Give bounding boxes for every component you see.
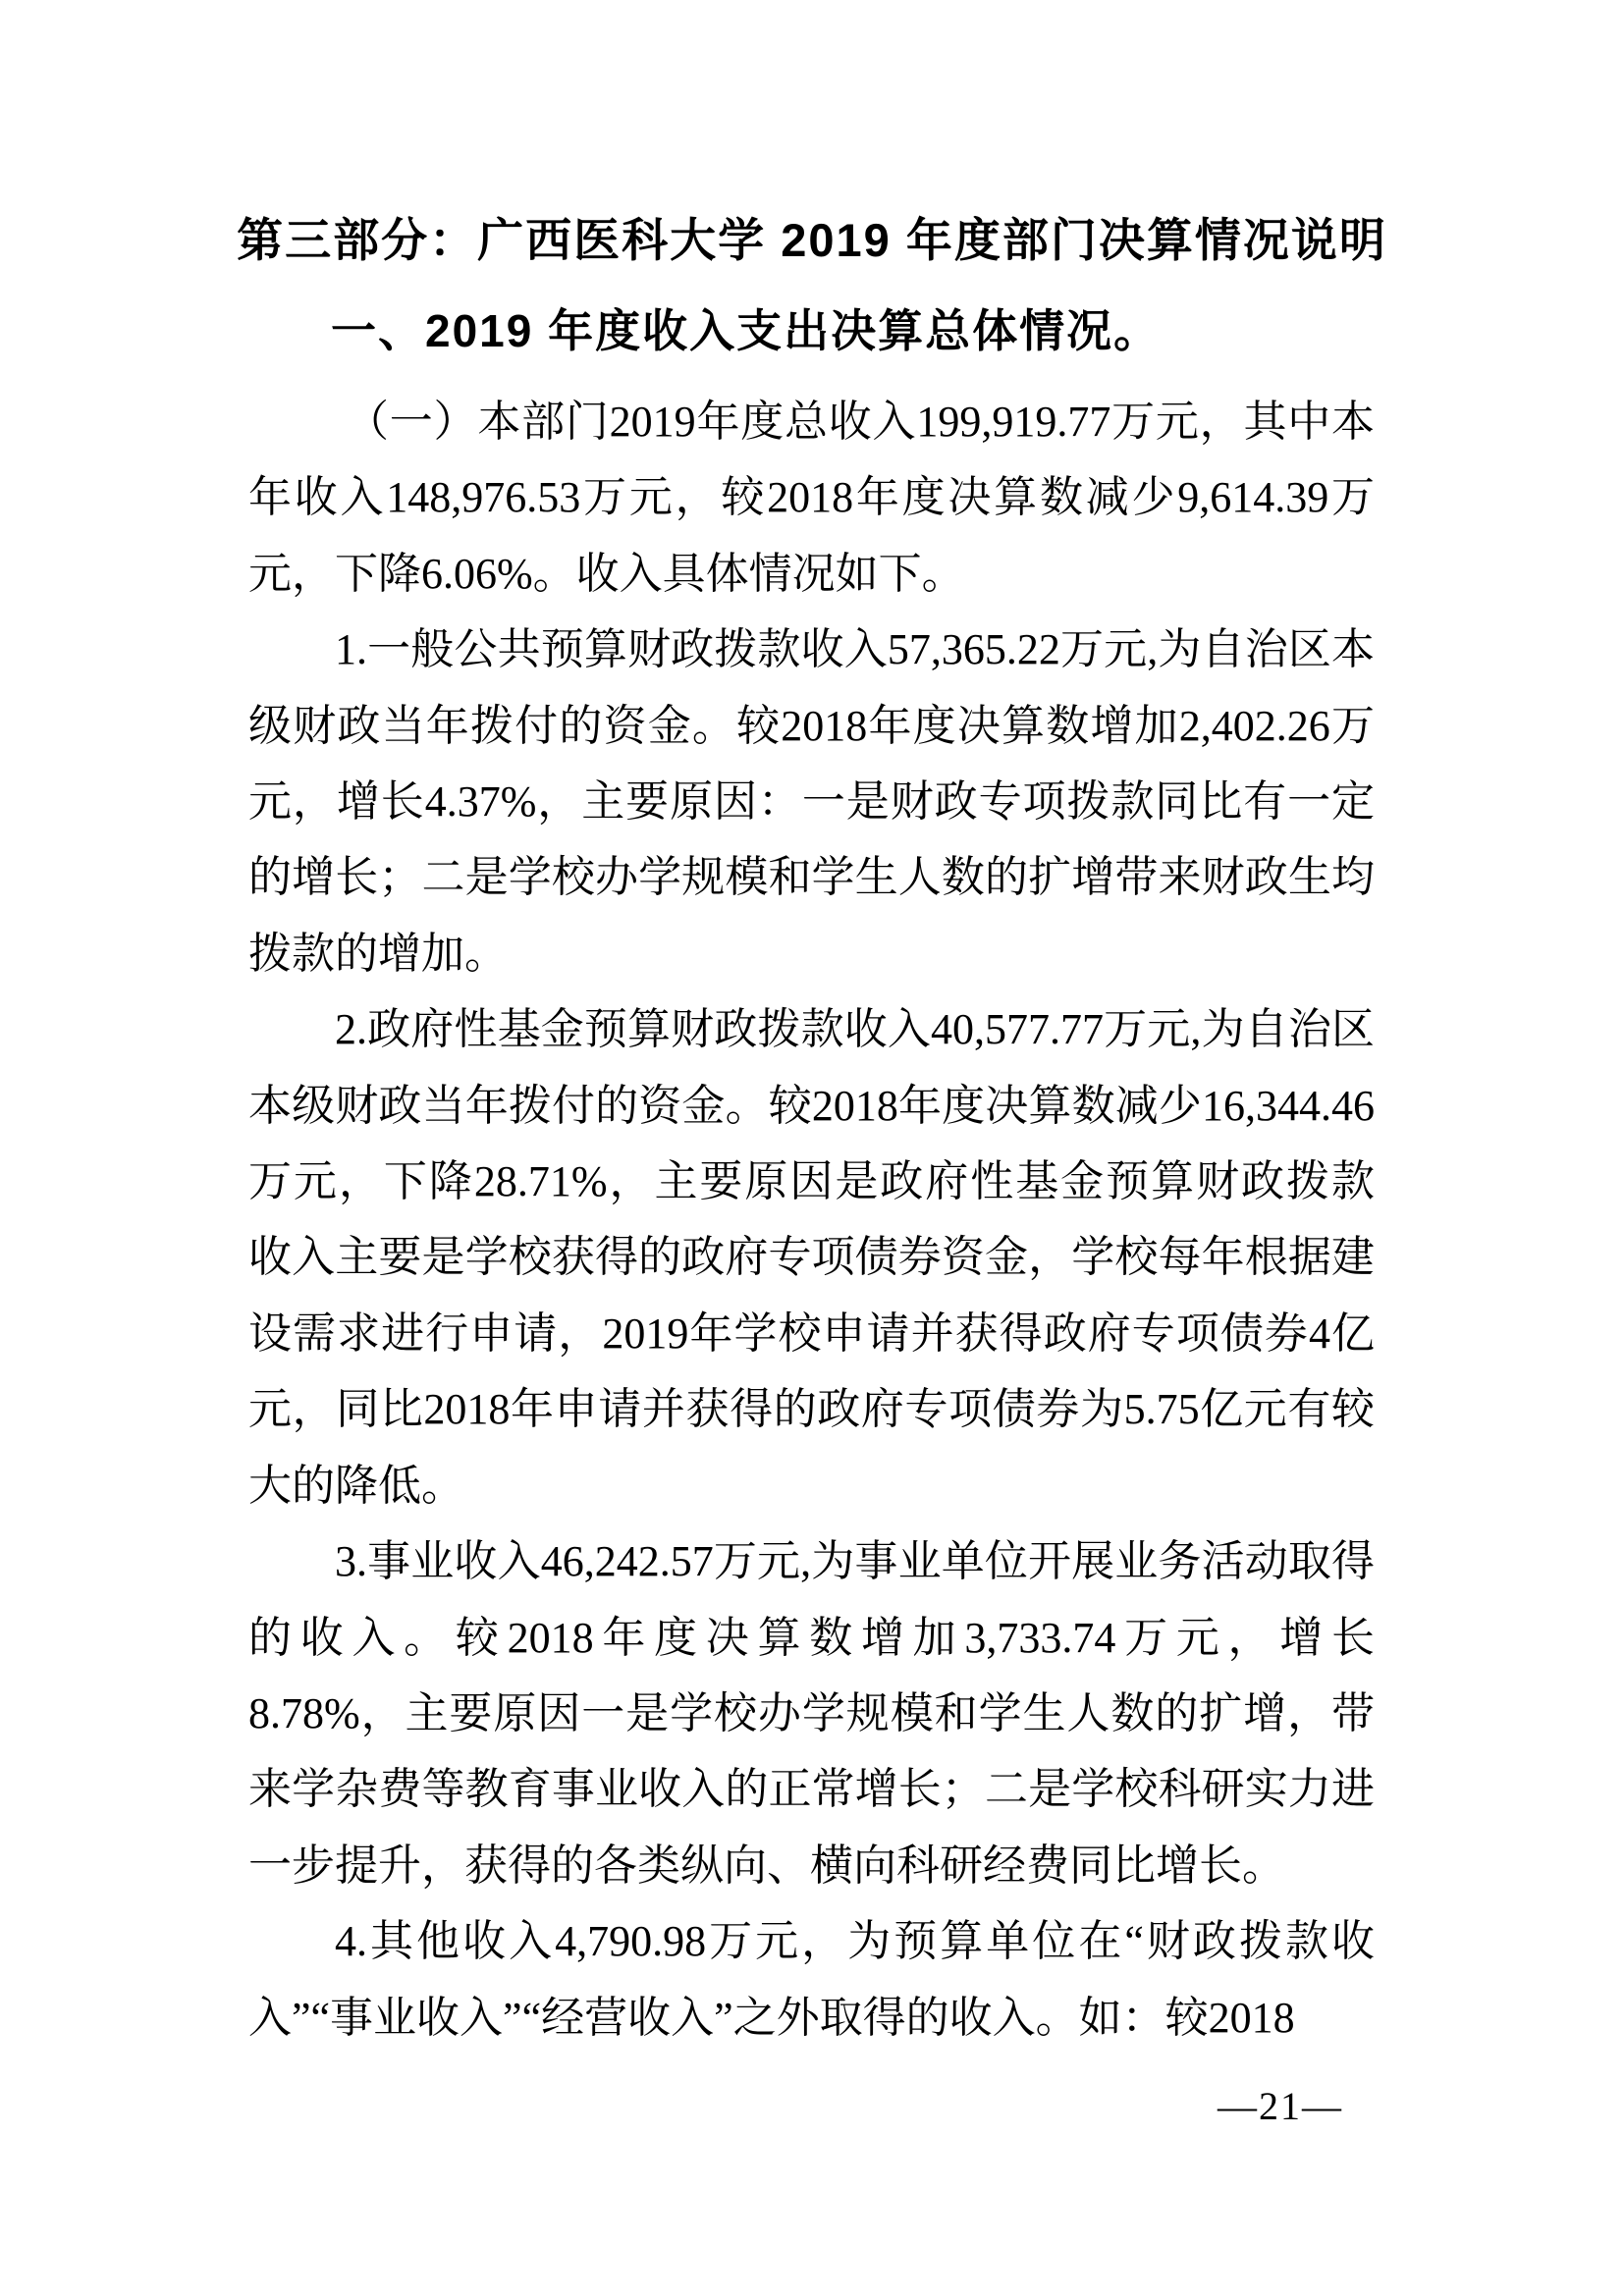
paragraph-general-public-budget: 1.一般公共预算财政拨款收入57,365.22万元,为自治区本级财政当年拨付的资金。较2018年度决算数增加2,402.26万元，增长4.37%，主要原因：一是财政专项拨款同比有一定的增长；二是学校办学规模和学生人数的扩增带来财政生均拨款的增加。 <box>248 625 1375 978</box>
paragraph-other-income: 4.其他收入4,790.98万元，为预算单位在“财政拨款收入”“事业收入”“经营收入”之外取得的收入。如：较2018 <box>248 1917 1375 2042</box>
paragraph-business-income: 3.事业收入46,242.57万元,为事业单位开展业务活动取得的收入。较2018年度决算数增加3,733.74万元，增长8.78%，主要原因一是学校办学规模和学生人数的扩增，带来学杂费等教育事业收入的正常增长；二是学校科研实力进一步提升，获得的各类纵向、横向科研经费同比增长。 <box>248 1537 1375 1890</box>
paragraph-total-income: （一）本部门2019年度总收入199,919.77万元，其中本年收入148,976.53万元，较2018年度决算数减少9,614.39万元，下降6.06%。收入具体情况如下。 <box>248 398 1375 598</box>
section-title: 第三部分：广西医科大学 2019 年度部门决算情况说明 <box>237 214 1387 266</box>
paragraph-government-fund-budget: 2.政府性基金预算财政拨款收入40,577.77万元,为自治区本级财政当年拨付的资金。较2018年度决算数减少16,344.46万元，下降28.71%，主要原因是政府性基金预算财政拨款收入主要是学校获得的政府专项债券资金，学校每年根据建设需求进行申请，2019年学校申请并获得政府专项债券4亿元，同比2018年申请并获得的政府专项债券为5.75亿元有较大的降低。 <box>248 1005 1375 1510</box>
subsection-heading: 一、2019 年度收入支出决算总体情况。 <box>331 305 1162 356</box>
page-number: —21— <box>1218 2084 1343 2128</box>
document-body <box>248 384 1375 2067</box>
